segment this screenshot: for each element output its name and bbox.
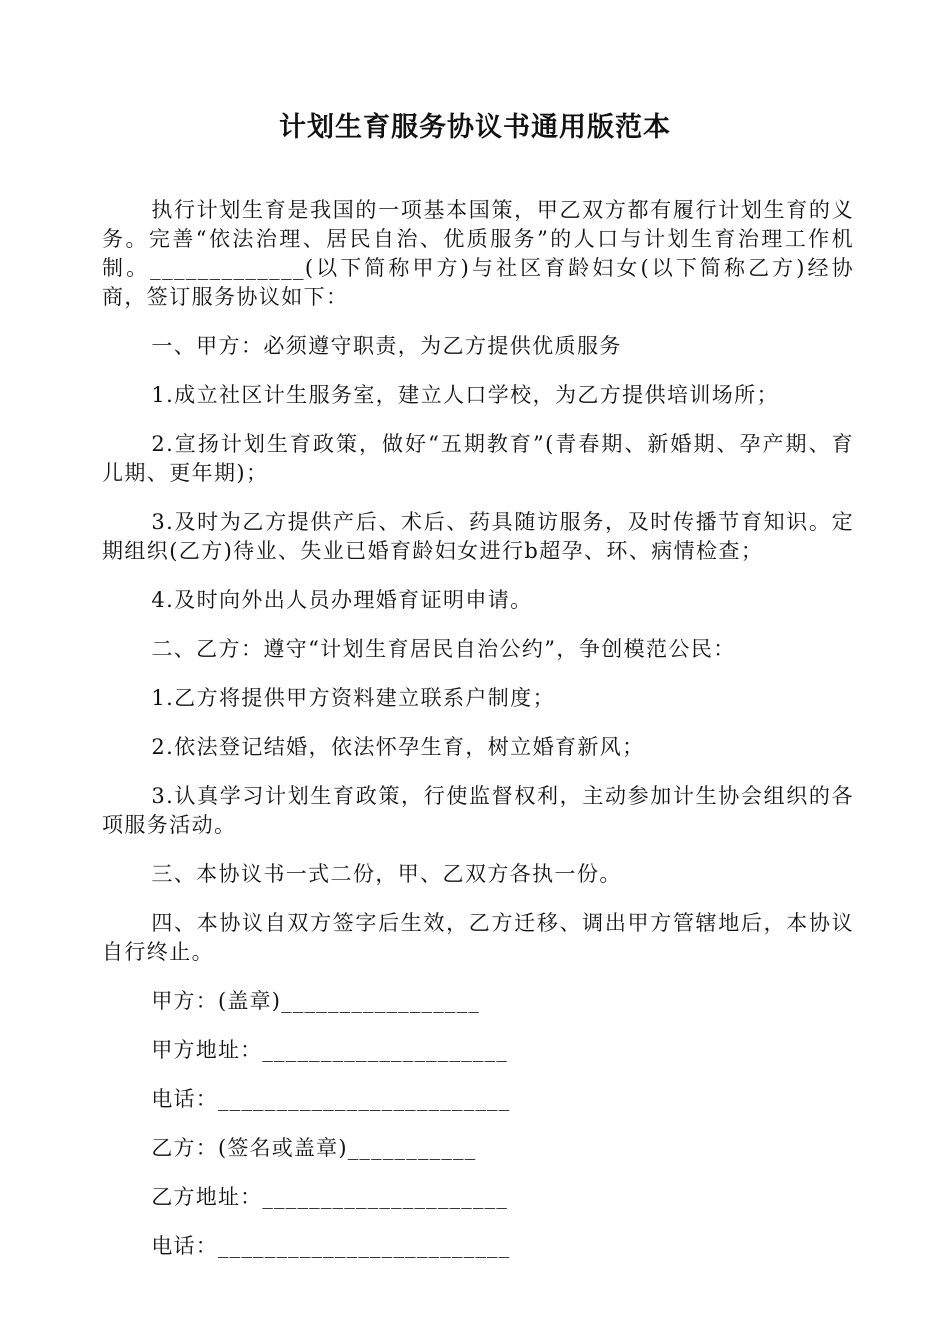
- party-a-address-line: 甲方地址：_____________________: [151, 1038, 509, 1062]
- document-title: 计划生育服务协议书通用版范本: [279, 112, 671, 143]
- party-a-item-3: 3.及时为乙方提供产后、术后、药具随访服务，及时传播节育知识。定期组织(乙方)待业、失业已婚育龄妇女进行b超孕、环、病情检查；: [102, 510, 854, 563]
- document-body: [102, 196, 854, 1281]
- party-b-item-3: 3.认真学习计划生育政策，行使监督权利，主动参加计生协会组织的各项服务活动。: [102, 784, 854, 837]
- clause-copies: 三、本协议书一式二份，甲、乙双方各执一份。: [151, 862, 622, 886]
- party-a-item-1: 1.成立社区计生服务室，建立人口学校，为乙方提供培训场所；: [151, 383, 779, 407]
- party-b-address-line: 乙方地址：_____________________: [151, 1185, 509, 1209]
- party-b-item-1: 1.乙方将提供甲方资料建立联系户制度；: [151, 686, 555, 710]
- party-b-signature-line: 乙方：(签名或盖章)___________: [151, 1136, 477, 1160]
- party-a-seal-line: 甲方：(盖章)_________________: [151, 989, 481, 1013]
- party-a-item-4: 4.及时向外出人员办理婚育证明申请。: [151, 588, 533, 612]
- section-party-a-heading: 一、甲方：必须遵守职责，为乙方提供优质服务: [151, 334, 622, 358]
- party-b-phone-line: 电话：_________________________: [151, 1234, 511, 1258]
- party-a-phone-line: 电话：_________________________: [151, 1087, 511, 1111]
- intro-paragraph: 执行计划生育是我国的一项基本国策，甲乙双方都有履行计划生育的义务。完善“依法治理、居民自治、优质服务”的人口与计划生育治理工作机制。_____________(以下简称甲方)与社区育龄妇女(以下简称乙方)经协商，签订服务协议如下：: [102, 198, 854, 309]
- section-party-b-heading: 二、乙方：遵守“计划生育居民自治公约”，争创模范公民：: [151, 637, 736, 661]
- clause-effective: 四、本协议自双方签字后生效，乙方迁移、调出甲方管辖地后，本协议自行终止。: [102, 911, 854, 964]
- party-b-item-2: 2.依法登记结婚，依法怀孕生育，树立婚育新风；: [151, 735, 645, 759]
- party-a-item-2: 2.宣扬计划生育政策，做好“五期教育”(青春期、新婚期、孕产期、育儿期、更年期)；: [102, 432, 854, 485]
